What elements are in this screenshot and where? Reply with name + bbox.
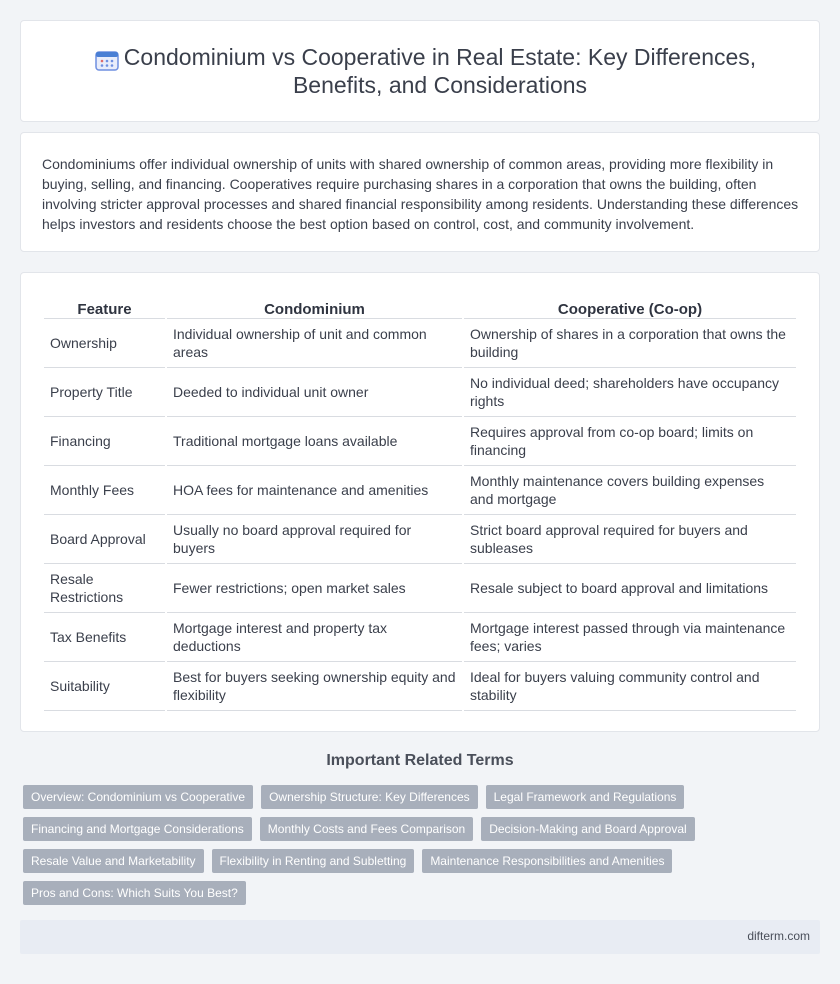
cooperative-cell: No individual deed; shareholders have occupancy rights bbox=[464, 368, 796, 417]
table-row bbox=[44, 564, 796, 613]
table-row bbox=[44, 613, 796, 662]
related-term-tag[interactable]: Ownership Structure: Key Differences bbox=[261, 785, 478, 809]
table-row bbox=[44, 662, 796, 711]
feature-cell: Suitability bbox=[44, 662, 165, 711]
header-card bbox=[20, 20, 820, 122]
table-row bbox=[44, 466, 796, 515]
condominium-cell: Fewer restrictions; open market sales bbox=[167, 564, 462, 613]
feature-cell: Property Title bbox=[44, 368, 165, 417]
tag-row bbox=[23, 817, 723, 841]
cooperative-cell: Requires approval from co-op board; limits on financing bbox=[464, 417, 796, 466]
footer bbox=[20, 920, 820, 954]
condominium-cell: HOA fees for maintenance and amenities bbox=[167, 466, 462, 515]
related-term-tag[interactable]: Flexibility in Renting and Subletting bbox=[212, 849, 415, 873]
site-link[interactable]: difterm.com bbox=[747, 929, 810, 943]
related-term-tag[interactable]: Decision-Making and Board Approval bbox=[481, 817, 694, 841]
related-term-tag[interactable]: Overview: Condominium vs Cooperative bbox=[23, 785, 253, 809]
tag-row bbox=[23, 849, 723, 873]
condominium-cell: Best for buyers seeking ownership equity and flexibility bbox=[167, 662, 462, 711]
condominium-cell: Usually no board approval required for buyers bbox=[167, 515, 462, 564]
header-condominium: Condominium bbox=[167, 298, 462, 319]
table-header-row bbox=[44, 298, 796, 319]
cooperative-cell: Strict board approval required for buyers and subleases bbox=[464, 515, 796, 564]
comparison-table bbox=[42, 298, 798, 711]
condominium-cell: Individual ownership of unit and common areas bbox=[167, 319, 462, 368]
condominium-cell: Mortgage interest and property tax deductions bbox=[167, 613, 462, 662]
table-row bbox=[44, 368, 796, 417]
header-cooperative: Cooperative (Co-op) bbox=[464, 298, 796, 319]
related-term-tag[interactable]: Legal Framework and Regulations bbox=[486, 785, 685, 809]
related-term-tag[interactable]: Pros and Cons: Which Suits You Best? bbox=[23, 881, 246, 905]
related-terms-title: Important Related Terms bbox=[326, 752, 514, 769]
summary-card bbox=[20, 132, 820, 252]
summary-text: Condominiums offer individual ownership of units with shared ownership of common areas, providing more flexibility in buying, selling, and financing. Cooperatives require purchasing shares in a corporation that owns the building, often involving stricter approval processes and shared financial responsibility among residents. Understanding these differences helps investors and residents choose the best option based on control, cost, and community involvement. bbox=[42, 156, 799, 232]
related-term-tag[interactable]: Resale Value and Marketability bbox=[23, 849, 204, 873]
tag-row bbox=[23, 785, 723, 809]
page-title: Condominium vs Cooperative in Real Estate: Key Differences, Benefits, and Considerations bbox=[123, 44, 757, 98]
feature-cell: Ownership bbox=[44, 319, 165, 368]
related-term-tag[interactable]: Financing and Mortgage Considerations bbox=[23, 817, 252, 841]
comparison-table-card bbox=[20, 272, 820, 732]
condominium-cell: Traditional mortgage loans available bbox=[167, 417, 462, 466]
related-terms-list bbox=[23, 785, 723, 913]
header-feature: Feature bbox=[44, 298, 165, 319]
table-row bbox=[44, 319, 796, 368]
feature-cell: Tax Benefits bbox=[44, 613, 165, 662]
cooperative-cell: Monthly maintenance covers building expenses and mortgage bbox=[464, 466, 796, 515]
tag-row bbox=[23, 881, 723, 905]
condominium-cell: Deeded to individual unit owner bbox=[167, 368, 462, 417]
cooperative-cell: Ownership of shares in a corporation that owns the building bbox=[464, 319, 796, 368]
cooperative-cell: Ideal for buyers valuing community control and stability bbox=[464, 662, 796, 711]
feature-cell: Financing bbox=[44, 417, 165, 466]
table-row bbox=[44, 417, 796, 466]
table-row bbox=[44, 515, 796, 564]
cooperative-cell: Resale subject to board approval and limitations bbox=[464, 564, 796, 613]
related-term-tag[interactable]: Monthly Costs and Fees Comparison bbox=[260, 817, 473, 841]
feature-cell: Monthly Fees bbox=[44, 466, 165, 515]
cooperative-cell: Mortgage interest passed through via maintenance fees; varies bbox=[464, 613, 796, 662]
feature-cell: Resale Restrictions bbox=[44, 564, 165, 613]
related-term-tag[interactable]: Maintenance Responsibilities and Amenities bbox=[422, 849, 672, 873]
feature-cell: Board Approval bbox=[44, 515, 165, 564]
